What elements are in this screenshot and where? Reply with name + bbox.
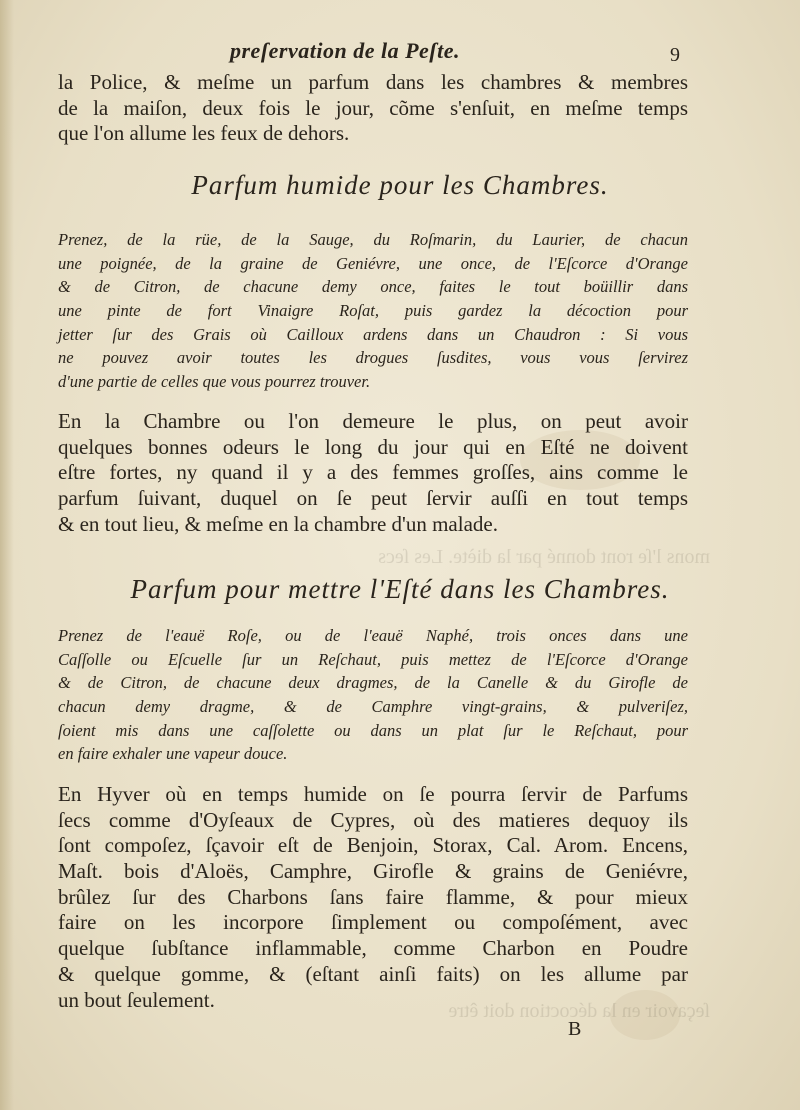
text-line: faire on les incorpore ſimplement ou compoſément, avec (58, 910, 688, 935)
text-line: & en tout lieu, & meſme en la chambre d'un malade. (58, 511, 498, 536)
text-line: ſoient mis dans une caſſolette ou dans un plat ſur le Reſchaut, pour (58, 720, 688, 740)
text-line: chacun demy dragme, & de Camphre vingt-grains, & pulveriſez, (58, 697, 688, 717)
text-line: parfum ſuivant, duquel on ſe peut ſervir auſſi en tout temps (58, 486, 688, 511)
text-line: quelque ſubſtance inflammable, comme Charbon en Poudre (58, 936, 688, 961)
text-line: la Police, & meſme un parfum dans les chambres & membres (58, 70, 688, 94)
body-paragraph (58, 782, 688, 1013)
recipe-paragraph (58, 228, 688, 394)
running-head-title: preſervation de la Peſte. (230, 38, 460, 63)
text-line: Maſt. bois d'Aloës, Camphre, Girofle & grains de Geniévre, (58, 859, 688, 884)
page-number: 9 (670, 44, 680, 66)
recipe-paragraph (58, 624, 688, 766)
body-paragraph (58, 409, 688, 537)
text-line: En Hyver où en temps humide on ſe pourra ſervir de Parfums (58, 782, 688, 806)
text-line: Prenez de l'eauë Roſe, ou de l'eauë Naphé, trois onces dans une (58, 626, 688, 645)
running-head (0, 38, 800, 68)
section-heading: Parfum pour mettre l'Eſté dans les Chambres. (130, 574, 670, 604)
text-line: Prenez, de la rüe, de la Sauge, du Roſmarin, du Laurier, de chacun (58, 230, 688, 249)
text-line: ne pouvez avoir toutes les drogues ſusdites, vous vous ſervirez (58, 348, 688, 368)
text-line: & de Citron, de chacune demy once, faites le tout boüillir dans (58, 277, 688, 297)
text-line: En la Chambre ou l'on demeure le plus, on peut avoir (58, 409, 688, 433)
text-line: & quelque gomme, & (eſtant ainſi faits) on les allume par (58, 961, 688, 986)
text-line: Caſſolle ou Eſcuelle ſur un Reſchaut, puis mettez de l'Eſcorce d'Orange (58, 649, 688, 669)
text-line: que l'on allume les feux de dehors. (58, 121, 350, 146)
section-heading: Parfum humide pour les Chambres. (191, 170, 609, 200)
text-line: jetter ſur des Grais où Cailloux ardens dans un Chaudron : Si vous (58, 324, 688, 344)
text-line: & de Citron, de chacune deux dragmes, de la Canelle & du Girofle de (58, 673, 688, 693)
text-line: de la maiſon, deux fois le jour, cõme s'enſuit, en meſme temps (58, 95, 688, 120)
text-line: brûlez ſur des Charbons ſans faire flamme, & pour mieux (58, 884, 688, 909)
text-line: en faire exhaler une vapeur douce. (58, 744, 288, 764)
text-line: une poignée, de la graine de Geniévre, une once, de l'Eſcorce d'Orange (58, 253, 688, 273)
text-line: ſecs comme d'Oyſeaux de Cypres, où des matieres dequoy ils (58, 807, 688, 832)
text-line: une pinte de fort Vinaigre Roſat, puis gardez la décoction pour (58, 301, 688, 321)
page-gutter-shadow (0, 0, 14, 1110)
intro-paragraph (58, 70, 688, 147)
text-line: un bout ſeulement. (58, 987, 215, 1012)
bleed-through-text: ſeçavoir en la décoction doit être (448, 1000, 710, 1022)
text-line: ſont compoſez, ſçavoir eſt de Benjoin, Storax, Cal. Arom. Encens, (58, 833, 688, 858)
text-line: eſtre fortes, ny quand il y a des femmes groſſes, ains comme le (58, 460, 688, 485)
text-line: d'une partie de celles que vous pourrez trouver. (58, 372, 371, 392)
signature-mark: B (568, 1018, 582, 1040)
text-line: quelques bonnes odeurs le long du jour qui en Eſté ne doivent (58, 434, 688, 459)
bleed-through-text: mons l'ſe ront donné par la diète. Les ſecs (378, 546, 710, 568)
